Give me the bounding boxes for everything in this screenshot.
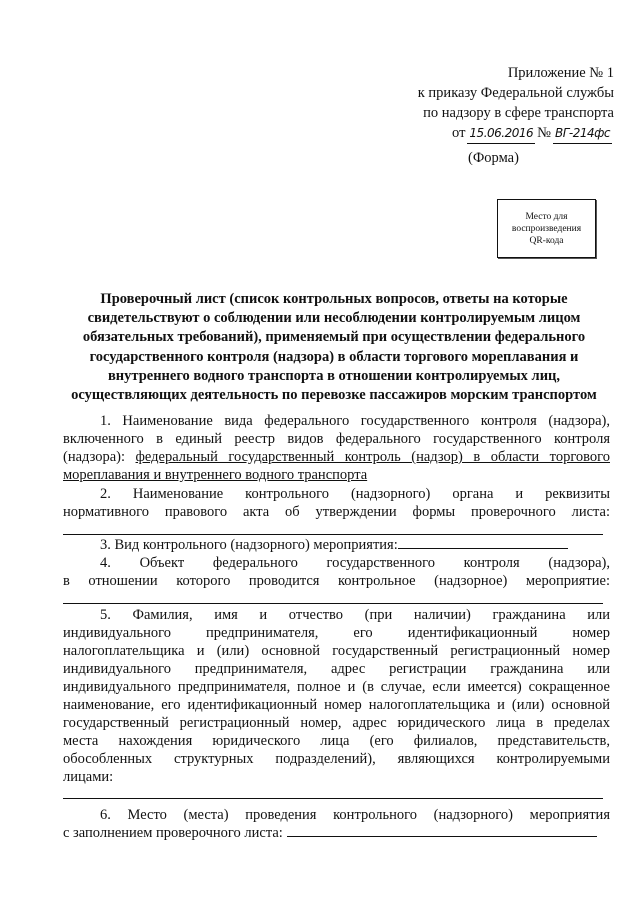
title-line: внутреннего водного транспорта в отношении контролируемых лиц,	[107, 367, 561, 384]
item-text-line	[63, 536, 610, 554]
item-text-fragment: 3. Вид контрольного (надзорного) мероприятия:	[100, 537, 398, 553]
order-line-2: по надзору в сфере транспорта	[423, 105, 614, 121]
item-3	[63, 536, 610, 554]
form-label: (Форма)	[468, 150, 519, 166]
order-date-number	[452, 123, 614, 144]
item-text-line: лицами:	[63, 769, 114, 785]
order-line-1: к приказу Федеральной службы	[417, 85, 614, 101]
item-4	[63, 554, 610, 604]
item-text-line: включенного в единый реестр видов федерального государственного контроля	[63, 431, 610, 447]
item-text-line: 2. Наименование контрольного (надзорного) органа и реквизиты	[100, 486, 610, 502]
item-text-line: 1. Наименование вида федерального государственного контроля (надзора),	[100, 413, 610, 429]
handwritten-date: 15.06.2016	[467, 123, 535, 144]
title-line: Проверочный лист (список контрольных вопросов, ответы на которые	[100, 291, 568, 307]
appendix-header	[418, 63, 614, 144]
from-prefix: от	[452, 125, 466, 141]
fill-in-line[interactable]	[287, 824, 597, 837]
fill-in-line[interactable]	[63, 603, 603, 604]
document-title	[54, 290, 614, 405]
title-line: государственного контроля (надзора) в области торгового мореплавания и	[89, 348, 579, 365]
item-text-line: государственный регистрационный номер, адрес юридического лица в пределах	[63, 715, 610, 731]
title-line: осуществляющих деятельность по перевозке пассажиров морским транспортом	[71, 387, 597, 404]
fill-in-line[interactable]	[398, 536, 568, 549]
item-text-line: налогоплательщика и (или) основной государственный регистрационный номер	[63, 643, 610, 659]
item-text-line: обособленных структурных подразделений), являющихся контролируемыми	[63, 751, 610, 767]
handwritten-number: ВГ-214фс	[553, 123, 612, 144]
item-6	[63, 806, 610, 842]
item-text-line: нормативного правового акта об утверждении формы проверочного листа:	[63, 504, 610, 520]
control-type-value: федеральный государственный контроль (надзор) в области торгового	[135, 449, 610, 465]
qr-placeholder-text: Место для воспроизведения QR-кода	[511, 211, 582, 246]
control-type-value-cont: мореплавания и внутреннего водного транспорта	[63, 467, 368, 483]
item-text-line: индивидуального предпринимателя, его идентификационный номер	[63, 625, 610, 641]
title-line: свидетельствуют о соблюдении или несоблюдении контролируемым лицом	[87, 310, 581, 327]
item-text-line: места нахождения юридического лица (его филиалов, представительств,	[63, 733, 610, 749]
fill-in-line[interactable]	[63, 798, 603, 799]
item-text-fragment: (надзора):	[63, 449, 136, 465]
checklist-items	[63, 412, 610, 842]
item-text-line: в отношении которого проводится контрольное (надзорное) мероприятие:	[63, 573, 610, 589]
title-line: обязательных требований), применяемый при осуществлении федерального	[82, 329, 586, 346]
item-text-line: наименование, его идентификационный номер налогоплательщика и (или) основной	[63, 697, 610, 713]
item-text-fragment: с заполнением проверочного листа:	[63, 825, 283, 841]
item-text-line: 4. Объект федерального государственного контроля (надзора),	[100, 555, 610, 571]
item-5	[63, 606, 610, 799]
item-text-line	[63, 824, 610, 842]
item-text-line: 6. Место (места) проведения контрольного (надзорного) мероприятия	[100, 807, 610, 823]
item-text-line	[63, 466, 610, 484]
appendix-number: Приложение № 1	[507, 65, 614, 81]
item-text-line: 5. Фамилия, имя и отчество (при наличии) гражданина или	[100, 607, 610, 623]
item-text-line: индивидуального предпринимателя, адрес регистрации гражданина или	[63, 661, 610, 677]
item-text-line	[63, 448, 610, 466]
qr-code-placeholder	[497, 199, 596, 258]
number-prefix: №	[537, 125, 551, 141]
item-1	[63, 412, 610, 484]
fill-in-line[interactable]	[63, 534, 603, 535]
item-text-line: индивидуального предпринимателя, полное и (в случае, если имеется) сокращенное	[63, 679, 610, 695]
item-2	[63, 485, 610, 535]
